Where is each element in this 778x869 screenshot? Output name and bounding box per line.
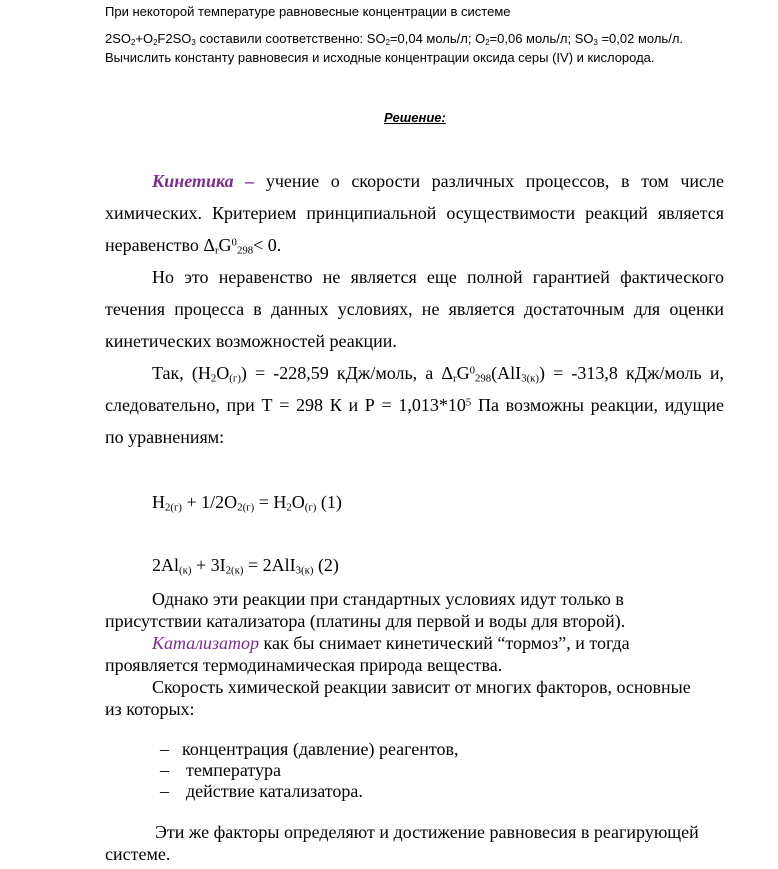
para1-line2: химических. Критерием принципиальной осуществимости реакций является: [105, 203, 724, 223]
para2-line2: течения процесса в данных условиях, не является достаточным для оценки: [105, 299, 724, 319]
para4-line2: присутствии катализатора (платины для первой и воды для второй).: [105, 611, 626, 631]
factor-item: – действие катализатора.: [160, 781, 363, 801]
equation-2: $2Al_{(к)} + 3I_{2(к)} = 2AlI_{3(к)}$ (2): [152, 555, 339, 577]
list-bullet: –: [160, 739, 169, 759]
term-kinetics: Кинетика: [152, 171, 234, 191]
para1-line3: неравенство $\Delta_rG^0_{298}< 0$.: [105, 235, 282, 257]
para4-line1: Однако эти реакции при стандартных условиях идут только в: [152, 589, 624, 609]
list-bullet: –: [160, 760, 169, 780]
para6-line1: Скорость химической реакции зависит от многих факторов, основные: [152, 677, 691, 697]
para6-line2: из которых:: [105, 699, 195, 719]
problem-line-2: $2SO_2+O_2F2SO_3$ составили соответственно: $SO_2=0,04$ моль/л; $O_2=0,06$ моль/л; $SO_3 =0,02$ моль/л.: [105, 31, 684, 47]
list-bullet: –: [160, 781, 169, 801]
para3-line3: по уравнениям:: [105, 427, 225, 447]
para5-line2: проявляется термодинамическая природа вещества.: [105, 655, 503, 675]
para7-line1: Эти же факторы определяют и достижение равновесия в реагирующей: [155, 822, 699, 842]
problem-line-1: При некоторой температуре равновесные концентрации в системе: [105, 4, 511, 19]
para1-line1: Кинетика – учение о скорости различных процессов, в том числе: [152, 171, 725, 191]
solution-heading: Решение:: [384, 110, 446, 125]
equation-1: $H_{2(г)} + 1/2O_{2(г)} = H_2O_{(г)}$ (1): [152, 492, 342, 514]
term-catalyst: Катализатор: [152, 633, 260, 653]
para7-line2: системе.: [105, 844, 171, 864]
para2-line1: Но это неравенство не является еще полной гарантией фактического: [152, 267, 724, 287]
problem-line-3: Вычислить константу равновесия и исходные концентрации оксида серы (IV) и кислорода.: [105, 50, 655, 65]
para5-line1: Катализатор как бы снимает кинетический “тормоз”, и тогда: [152, 633, 630, 653]
factor-item: – температура: [160, 760, 282, 780]
para3-line1: Так, $(H_2O_{(г)}) = -228,59$ кДж/моль, а $\Delta_rG^0_{298}(AlI_{3(к)}) = -313,8$ кДж/моль и,: [152, 363, 725, 385]
para2-line3: кинетических возможностей реакции.: [105, 331, 397, 351]
para3-line2: следовательно, при Т = 298 К и $Р = 1,013*10^5$ Па возможны реакции, идущие: [105, 395, 724, 415]
factor-item: – концентрация (давление) реагентов,: [160, 739, 459, 759]
